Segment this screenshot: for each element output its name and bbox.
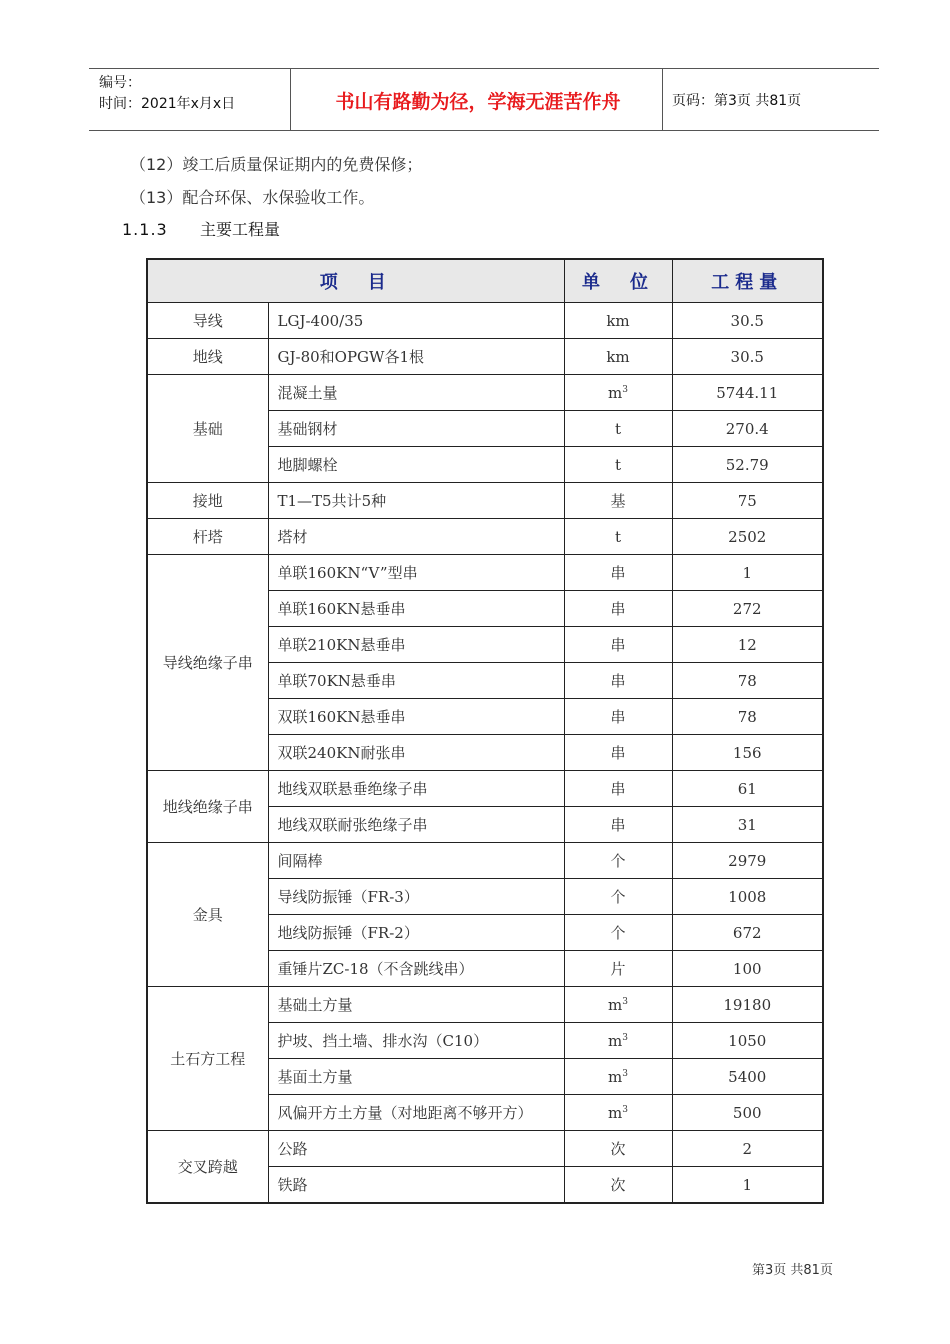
unit-cell: 串 [564, 771, 672, 807]
category-cell: 土石方工程 [147, 987, 268, 1131]
header-number-label: 编号： [99, 75, 141, 91]
section-heading [122, 217, 280, 240]
item-cell: 铁路 [268, 1167, 564, 1204]
category-cell: 金具 [147, 843, 268, 987]
unit-cell: t [564, 519, 672, 555]
item-cell: 混凝土量 [268, 375, 564, 411]
unit-cell: 串 [564, 555, 672, 591]
header-quantity: 工程量 [672, 259, 823, 303]
item-cell: T1—T5共计5种 [268, 483, 564, 519]
quantity-cell: 78 [672, 663, 823, 699]
category-cell: 接地 [147, 483, 268, 519]
quantities-table [146, 258, 824, 1204]
quantity-cell: 2502 [672, 519, 823, 555]
item-cell: 单联160KN悬垂串 [268, 591, 564, 627]
header-time-label: 时间：2021年x月x日 [99, 96, 236, 112]
unit-cell: 串 [564, 807, 672, 843]
item-cell: 地线防振锤（FR-2） [268, 915, 564, 951]
item-cell: 塔材 [268, 519, 564, 555]
unit-cell: $m^3$ [564, 1023, 672, 1059]
item-cell: 双联240KN耐张串 [268, 735, 564, 771]
category-cell: 地线 [147, 339, 268, 375]
unit-cell: 串 [564, 663, 672, 699]
quantity-cell: 672 [672, 915, 823, 951]
unit-cell: $m^3$ [564, 987, 672, 1023]
item-cell: 单联70KN悬垂串 [268, 663, 564, 699]
table-row [147, 771, 823, 807]
item-cell: 地线双联耐张绝缘子串 [268, 807, 564, 843]
unit-cell: km [564, 339, 672, 375]
quantity-cell: 1 [672, 1167, 823, 1204]
quantity-cell: 5400 [672, 1059, 823, 1095]
table-row [147, 375, 823, 411]
unit-cell: $m^3$ [564, 1095, 672, 1131]
quantity-cell: 2979 [672, 843, 823, 879]
table-row [147, 1131, 823, 1167]
header-page-label: 页码：第3页 共81页 [672, 93, 802, 109]
unit-cell: 串 [564, 627, 672, 663]
header-motto: 书山有路勤为径，学海无涯苦作舟 [335, 91, 621, 113]
table-row [147, 843, 823, 879]
table-row [147, 339, 823, 375]
page-footer: 第3页 共81页 [752, 1263, 833, 1278]
item-cell: 单联210KN悬垂串 [268, 627, 564, 663]
unit-cell: 基 [564, 483, 672, 519]
unit-cell: $m^3$ [564, 1059, 672, 1095]
quantity-cell: 61 [672, 771, 823, 807]
unit-cell: km [564, 303, 672, 339]
table-row [147, 483, 823, 519]
section-number: 1.1.3 [122, 220, 168, 239]
category-cell: 导线 [147, 303, 268, 339]
item-cell: 基础钢材 [268, 411, 564, 447]
item-cell: 护坡、挡土墙、排水沟（C10） [268, 1023, 564, 1059]
quantity-cell: 30.5 [672, 303, 823, 339]
item-cell: 公路 [268, 1131, 564, 1167]
section-title: 主要工程量 [200, 220, 281, 239]
category-cell: 地线绝缘子串 [147, 771, 268, 843]
table-row [147, 987, 823, 1023]
unit-cell: $m^3$ [564, 375, 672, 411]
unit-cell: 个 [564, 879, 672, 915]
table-header-row [147, 259, 823, 303]
table-body [147, 303, 823, 1204]
item-cell: GJ-80和OPGW各1根 [268, 339, 564, 375]
quantity-cell: 1050 [672, 1023, 823, 1059]
page-header [89, 68, 879, 131]
unit-cell: 个 [564, 915, 672, 951]
quantity-cell: 30.5 [672, 339, 823, 375]
unit-cell: t [564, 411, 672, 447]
item-cell: LGJ-400/35 [268, 303, 564, 339]
header-meta [99, 73, 235, 115]
header-divider [662, 69, 663, 130]
quantity-cell: 5744.11 [672, 375, 823, 411]
quantity-cell: 31 [672, 807, 823, 843]
quantity-cell: 19180 [672, 987, 823, 1023]
category-cell: 导线绝缘子串 [147, 555, 268, 771]
quantity-cell: 75 [672, 483, 823, 519]
quantity-cell: 1 [672, 555, 823, 591]
unit-cell: 个 [564, 843, 672, 879]
item-cell: 导线防振锤（FR-3） [268, 879, 564, 915]
paragraph-13: （13）配合环保、水保验收工作。 [130, 188, 375, 207]
item-cell: 单联160KN“V”型串 [268, 555, 564, 591]
unit-cell: 片 [564, 951, 672, 987]
item-cell: 重锤片ZC-18（不含跳线串） [268, 951, 564, 987]
paragraph-12: （12）竣工后质量保证期内的免费保修； [130, 155, 423, 174]
quantity-cell: 270.4 [672, 411, 823, 447]
unit-cell: 串 [564, 699, 672, 735]
category-cell: 交叉跨越 [147, 1131, 268, 1204]
quantity-cell: 2 [672, 1131, 823, 1167]
item-cell: 风偏开方土方量（对地距离不够开方） [268, 1095, 564, 1131]
quantity-cell: 52.79 [672, 447, 823, 483]
header-item: 项 目 [147, 259, 564, 303]
quantity-cell: 272 [672, 591, 823, 627]
item-cell: 间隔棒 [268, 843, 564, 879]
item-cell: 地线双联悬垂绝缘子串 [268, 771, 564, 807]
unit-cell: 次 [564, 1167, 672, 1204]
category-cell: 杆塔 [147, 519, 268, 555]
unit-cell: t [564, 447, 672, 483]
quantity-cell: 500 [672, 1095, 823, 1131]
item-cell: 基面土方量 [268, 1059, 564, 1095]
table-row [147, 555, 823, 591]
item-cell: 地脚螺栓 [268, 447, 564, 483]
item-cell: 双联160KN悬垂串 [268, 699, 564, 735]
quantity-cell: 100 [672, 951, 823, 987]
header-unit: 单 位 [564, 259, 672, 303]
unit-cell: 次 [564, 1131, 672, 1167]
item-cell: 基础土方量 [268, 987, 564, 1023]
quantity-cell: 156 [672, 735, 823, 771]
quantity-cell: 1008 [672, 879, 823, 915]
quantity-cell: 12 [672, 627, 823, 663]
unit-cell: 串 [564, 591, 672, 627]
table-row [147, 519, 823, 555]
quantity-cell: 78 [672, 699, 823, 735]
table-row [147, 303, 823, 339]
category-cell: 基础 [147, 375, 268, 483]
unit-cell: 串 [564, 735, 672, 771]
